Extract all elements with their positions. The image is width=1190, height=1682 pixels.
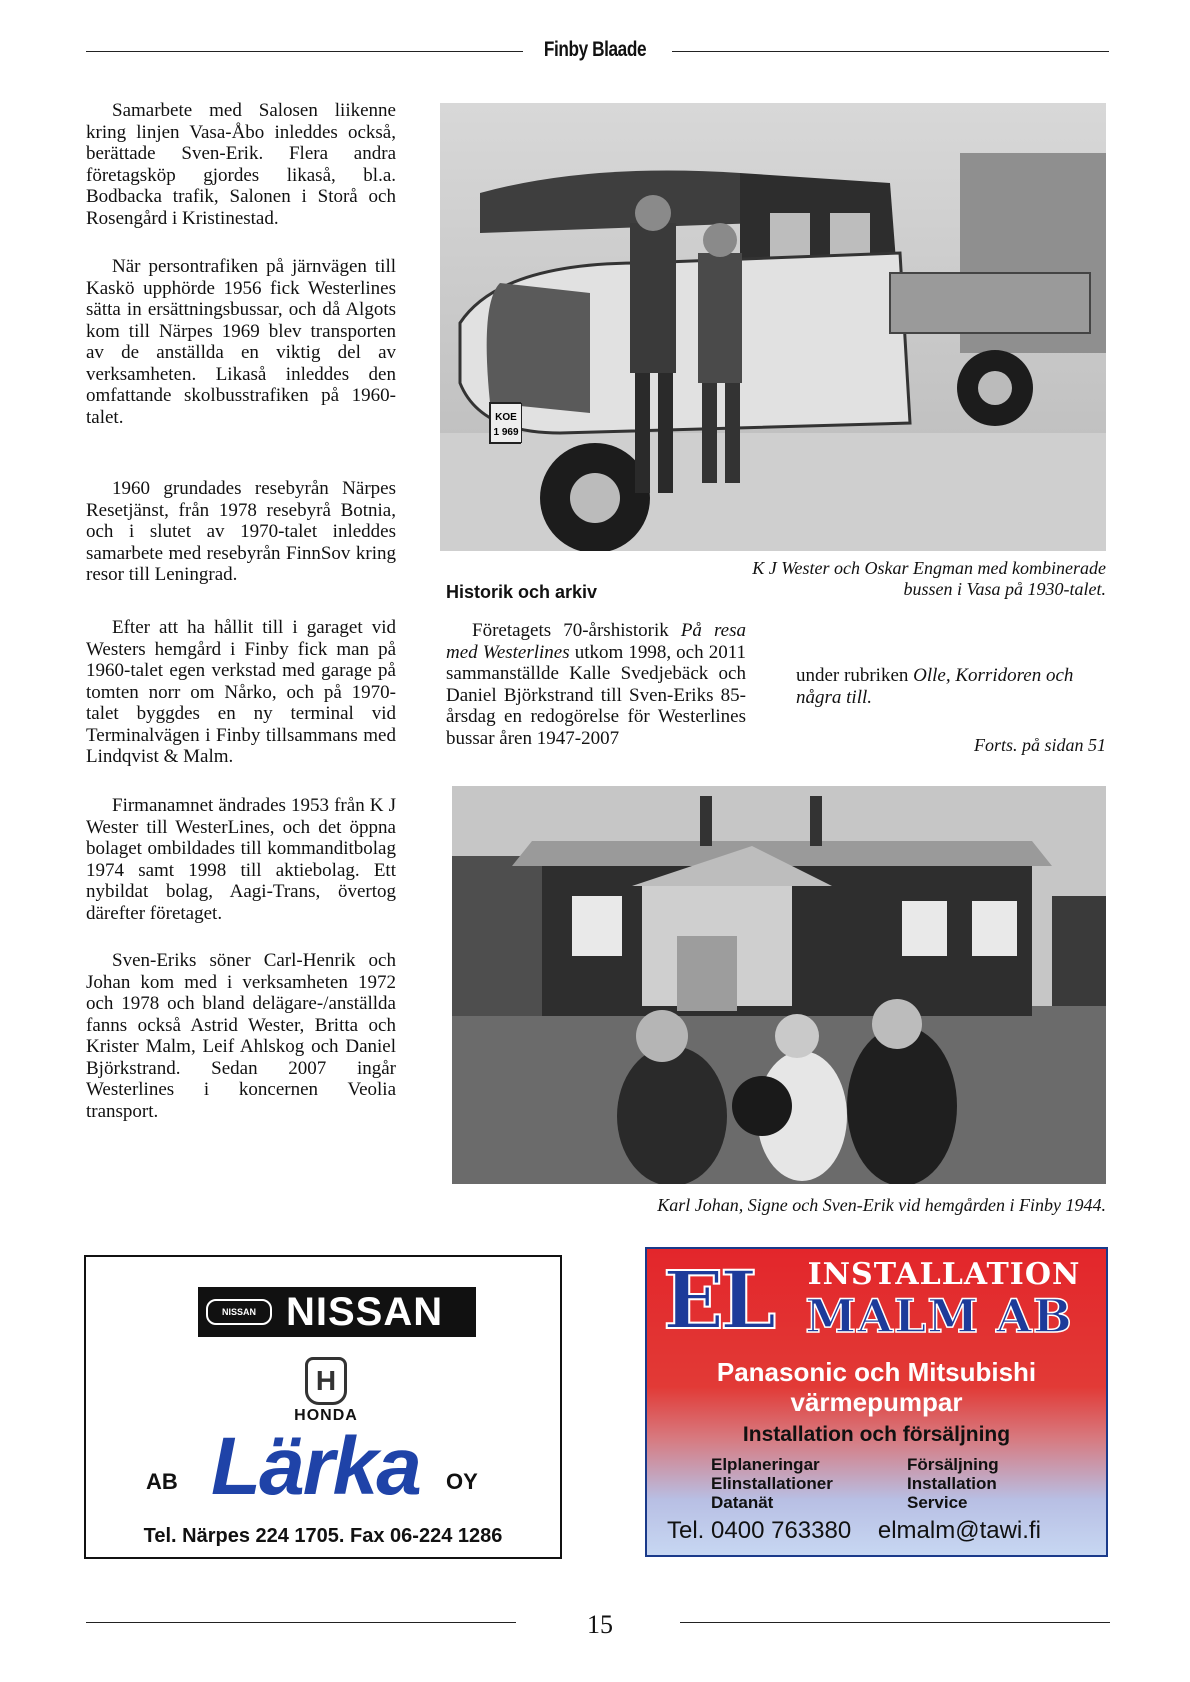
- plate-line-1: KOE: [495, 412, 517, 423]
- photo-family-house: [452, 786, 1106, 1184]
- license-plate: [490, 403, 522, 443]
- paragraph-2: När persontrafiken på järnvägen till Kaskö upphörde 1956 fick Westerlines sätta in ersättningsbussar, och då Algots kom till Närpes 1969 blev transporten av de anställda en viktig del av verksamheten. Likaså inleddes den omfattande skolbusstrafiken på 1960-talet.: [86, 256, 396, 428]
- elmalm-email: elmalm@tawi.fi: [877, 1517, 1041, 1544]
- service-item: Elinstallationer: [711, 1474, 833, 1493]
- header-title: Finby Blaade: [543, 38, 647, 61]
- truck-photo-illustration: [440, 103, 1106, 551]
- paragraph-3: 1960 grundades resebyrån Närpes Resetjänst, från 1978 resebyrå Botnia, och i slutet av 1970-talet inleddes samarbete med resebyrån FinnSov kring resor till Leningrad.: [86, 478, 396, 585]
- page-number: 15: [587, 1610, 613, 1639]
- honda-wordmark: HONDA: [294, 1407, 358, 1424]
- el-logo: EL: [663, 1253, 773, 1347]
- footer-rule-left: [86, 1622, 516, 1623]
- ad-line-1: Panasonic och Mitsubishi: [716, 1357, 1037, 1387]
- ad-contact: [667, 1517, 1087, 1545]
- photo-truck-caption: K J Wester och Oskar Engman med kombinerade bussen i Vasa på 1930-talet.: [752, 558, 1106, 599]
- nissan-wordmark: NISSAN: [286, 1289, 444, 1334]
- paragraph-4: Efter att ha hållit till i garaget vid Westers hemgård i Finby fick man på 1960-talet egen verkstad med garage på tomten norr om Nårko, och på 1970-talet byggdes en ny terminal vid Terminalvägen i Finby tillsammans med Lindqvist & Malm.: [86, 617, 396, 767]
- plate-line-2: 1 969: [493, 427, 519, 438]
- section-text: Företagets 70-årshistorik På resa med Westerlines utkom 1998, och 2011 sammanställde Kalle Svedjebäck och Daniel Björkstrand till Sven-Eriks 85-årsdag en redogörelse för Westerlines bussar åren 1947-2007: [446, 620, 746, 749]
- service-item: Service: [907, 1493, 968, 1512]
- photo-truck: [440, 103, 1106, 551]
- continued-note: Forts. på sidan 51: [973, 735, 1106, 755]
- ad-line-2: värmepumpar: [790, 1387, 963, 1417]
- nissan-logo: [198, 1287, 476, 1337]
- photo-family-caption: Karl Johan, Signe och Sven-Erik vid hemgården i Finby 1944.: [657, 1195, 1106, 1215]
- larka-logo: Lärka: [211, 1421, 420, 1512]
- paragraph-6: Sven-Eriks söner Carl-Henrik och Johan kom med i verksamheten 1972 och 1978 och bland delägare-/anställda fanns också Astrid Wester, Britta och Krister Malm, Leif Ahlskog och Daniel Björkstrand. Sedan 2007 ingår Westerlines i koncernen Veolia transport.: [86, 950, 396, 1122]
- service-item: Elplaneringar: [711, 1455, 820, 1474]
- family-photo-illustration: [452, 786, 1106, 1184]
- section-continuation: under rubriken Olle, Korridoren och några till.: [796, 665, 1074, 708]
- service-item: Installation: [907, 1474, 997, 1493]
- tel-label: Tel.: [667, 1517, 705, 1544]
- service-item: Datanät: [711, 1493, 774, 1512]
- section-heading: Historik och arkiv: [446, 582, 598, 602]
- paragraph-1: Samarbete med Salosen liikenne kring linjen Vasa-Åbo inleddes också, berättade Sven-Erik. Flera andra företagsköp gjordes likaså, bl.a. Bodbacka trafik, Salonen i Storå och Rosengård i Kristinestad.: [86, 100, 396, 229]
- paragraph-5: Firmanamnet ändrades 1953 från K J Wester till WesterLines, och det öppna bolaget ombildades till kommanditbolag 1974 samt 1998 till aktiebolag. Ett nybildat bolag, Aagi-Trans, övertog därefter företaget.: [86, 795, 396, 924]
- larka-phone: Tel. Närpes 224 1705. Fax 06-224 1286: [143, 1525, 503, 1547]
- ad-elmalm: [645, 1247, 1108, 1557]
- ad-larka: [84, 1255, 562, 1559]
- footer-rule-right: [680, 1622, 1110, 1623]
- larka-ab: AB: [146, 1469, 178, 1494]
- header-rule-right: [672, 51, 1109, 52]
- nissan-badge: NISSAN: [206, 1299, 272, 1325]
- larka-oy: OY: [446, 1469, 478, 1494]
- services-left: [711, 1455, 833, 1512]
- installation-heading: INSTALLATION: [807, 1257, 1081, 1292]
- ad-line-3: Installation och försäljning: [742, 1423, 1011, 1446]
- service-item: Försäljning: [907, 1455, 999, 1474]
- malm-ab-heading: MALM AB: [805, 1289, 1073, 1343]
- honda-emblem-icon: H: [305, 1357, 347, 1405]
- services-right: [907, 1455, 999, 1512]
- header-rule-left: [86, 51, 523, 52]
- elmalm-phone: 0400 763380: [711, 1517, 852, 1544]
